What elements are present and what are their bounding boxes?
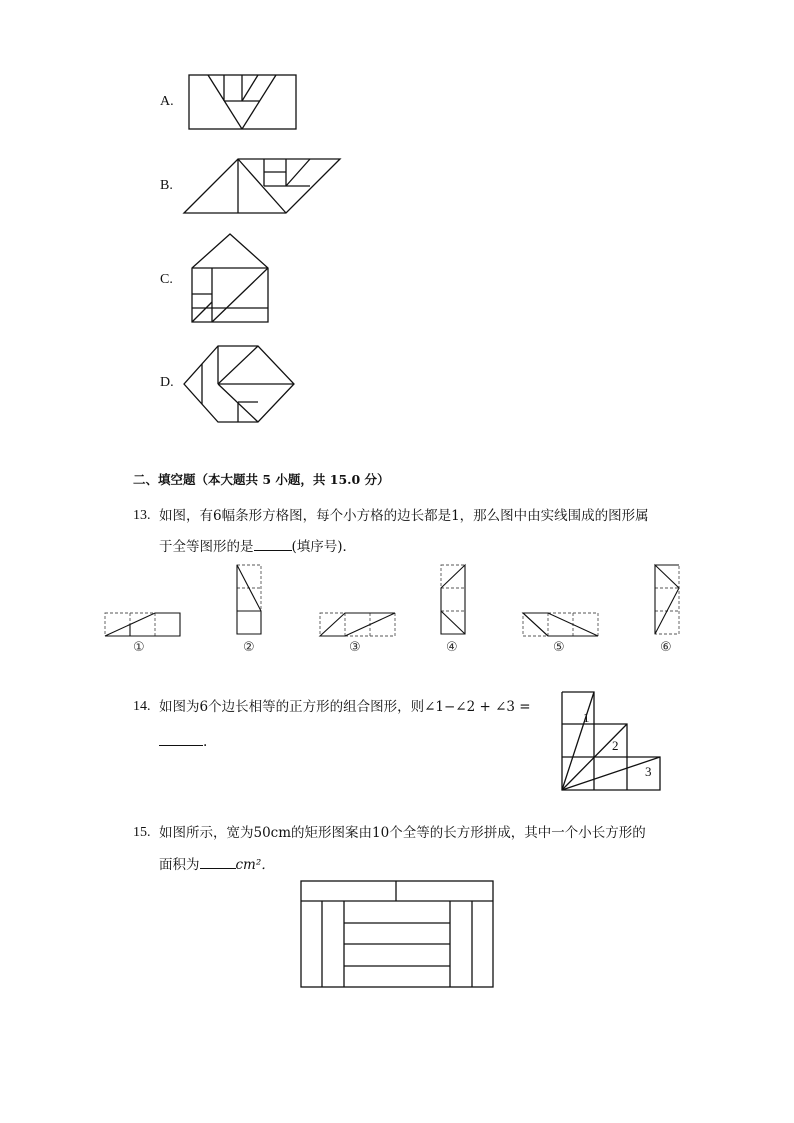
q13-grid-5: [522, 612, 600, 638]
q13-label-4: ④: [446, 640, 458, 655]
q13-line2: [159, 536, 356, 557]
q13-grid-2: [236, 564, 264, 636]
option-c-label[interactable]: C.: [160, 272, 173, 287]
option-d-label[interactable]: D.: [160, 375, 174, 390]
option-c-figure: [190, 232, 274, 326]
q15-answer-blank[interactable]: [200, 854, 236, 869]
q15-line2-after: cm²．: [235, 857, 275, 873]
option-b-figure: [182, 158, 344, 216]
option-a-figure: [188, 74, 298, 132]
q14-angle-2: 2: [612, 738, 619, 753]
option-b-label[interactable]: B.: [160, 178, 173, 193]
q13-line2-after: (填序号)．: [291, 539, 357, 555]
q13-answer-blank[interactable]: [254, 536, 292, 551]
q15-figure: [300, 880, 496, 990]
q13-line2-before: 于全等图形的是: [159, 539, 254, 555]
option-d-figure: [182, 344, 298, 426]
section-heading: 二、填空题（本大题共 5 小题，共 15.0 分）: [133, 472, 390, 487]
q14-number: 14.: [133, 699, 151, 714]
q13-label-1: ①: [133, 640, 145, 655]
q13-label-5: ⑤: [553, 640, 565, 655]
q13-label-6: ⑥: [660, 640, 672, 655]
q13-grid-3: [319, 612, 397, 638]
q13-line1: 如图，有6幅条形方格图，每个小方格的边长都是1，那么图中由实线围成的图形属: [159, 508, 649, 524]
q13-label-3: ③: [349, 640, 361, 655]
option-a-label[interactable]: A.: [160, 94, 174, 109]
q13-grid-4: [440, 564, 468, 636]
q14-line2: [159, 731, 207, 752]
q14-line1: 如图为6个边长相等的正方形的组合图形，则∠1−∠2 + ∠3 =: [159, 699, 531, 715]
q14-answer-blank[interactable]: [159, 731, 203, 746]
q13-number: 13.: [133, 508, 151, 523]
q15-line2-before: 面积为: [159, 857, 200, 873]
q13-grid-1: [104, 612, 182, 638]
q14-line2-after: .: [203, 734, 208, 750]
q14-angle-3: 3: [645, 764, 652, 779]
q15-line1: 如图所示，宽为50cm的矩形图案由10个全等的长方形拼成，其中一个小长方形的: [159, 825, 646, 841]
q13-label-2: ②: [243, 640, 255, 655]
q14-angle-1: 1: [583, 710, 590, 725]
q13-grid-6: [654, 564, 682, 636]
q15-number: 15.: [133, 825, 151, 840]
q15-line2: [159, 854, 275, 875]
